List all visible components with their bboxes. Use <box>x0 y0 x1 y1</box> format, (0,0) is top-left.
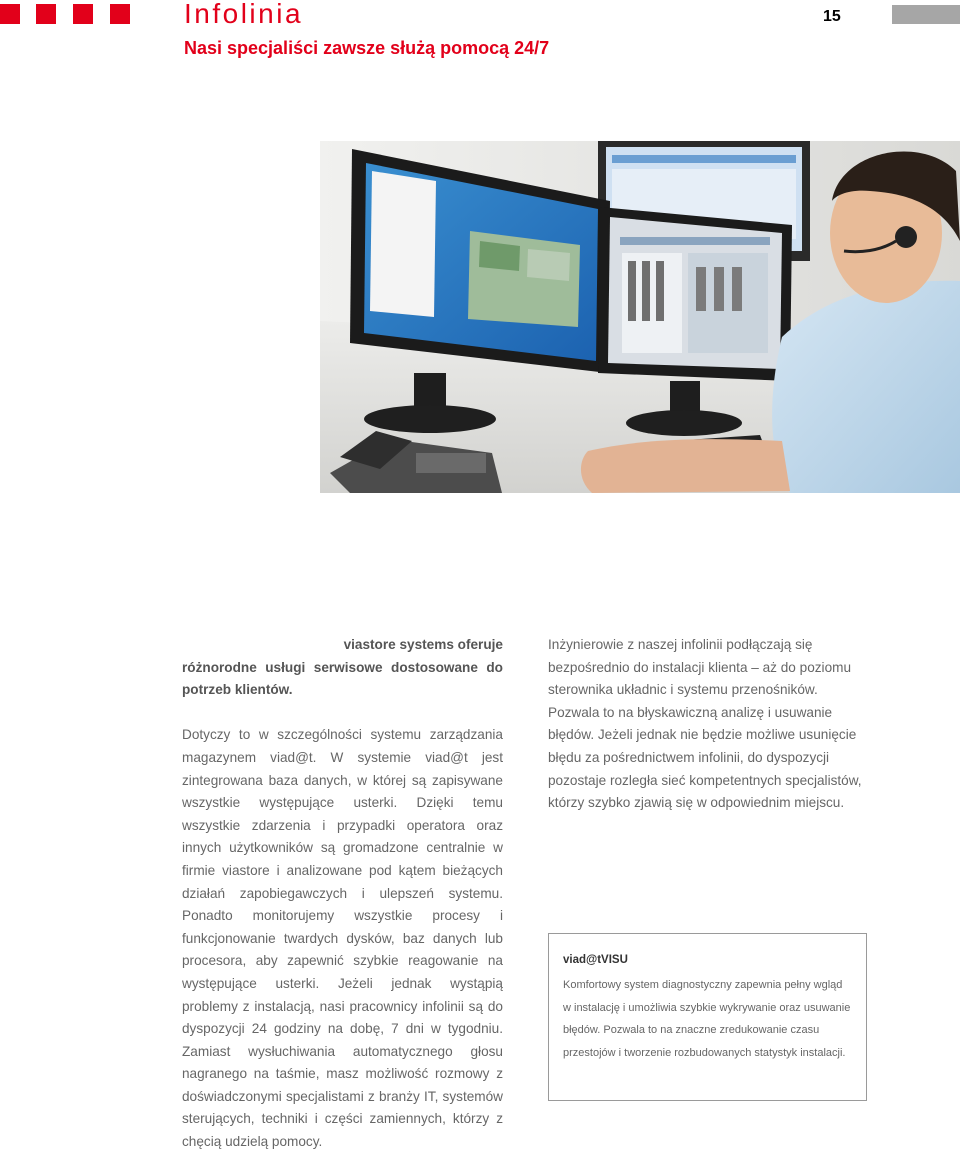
red-square-2 <box>36 4 56 24</box>
page-subtitle: Nasi specjaliści zawsze służą pomocą 24/7 <box>184 38 550 58</box>
page-number: 15 <box>823 8 841 25</box>
lead-line-1: viastore systems oferuje <box>343 637 503 652</box>
info-box-title: viad@tVISU <box>563 954 628 966</box>
info-box-text: Komfortowy system diagnostyczny zapewnia pełny wgląd w instalację i umożliwia szybkie wykrywanie oraz usuwanie błędów. Pozwala to na znaczne zredukowanie czasu przestojów i tworzenie rozbudowanych statystyk instalacji. <box>563 979 851 1059</box>
lead-line-rest: różnorodne usługi serwisowe dostosowane do potrzeb klientów. <box>182 659 503 698</box>
paragraph-gap <box>182 702 503 725</box>
red-square-4 <box>110 4 130 24</box>
red-square-1 <box>0 4 20 24</box>
lead-paragraph <box>182 634 503 702</box>
page-title: Infolinia <box>184 0 304 29</box>
left-text-column <box>182 634 503 1154</box>
left-body-paragraph: Dotyczy to w szczególności systemu zarządzania magazynem viad@t. W systemie viad@t jest zintegrowana baza danych, w której są zapisywane wszystkie występujące usterki. Dzięki temu wszystkie zdarzenia i przypadki operatora oraz innych użytkowników są gromadzone centralnie w firmie viastore i analizowane pod kątem bieżących działań zapobiegawczych i ulepszeń systemu. Ponadto monitorujemy wszystkie procesy i funkcjonowanie twardych dysków, baz danych lub procesora, aby zapewnić szybkie reagowanie na występujące usterki. Jeżeli jednak wystąpią problemy z instalacją, nasi pracownicy infolinii są do dyspozycji 24 godziny na dobę, 7 dni w tygodniu. Zamiast wysłuchiwania automatycznego głosu nagranego na taśmie, masz możliwość rozmowy z doświadczonymi specjalistami z branży IT, systemów sterujących, techniki i części zamiennych, którzy z chęcią udzielą pomocy. <box>182 727 503 1150</box>
hotline-operator-photo <box>320 141 960 493</box>
red-square-3 <box>73 4 93 24</box>
header-gray-bar <box>892 5 960 24</box>
right-text-column <box>548 634 870 815</box>
viadat-visu-info-box <box>548 933 867 1101</box>
right-body-paragraph: Inżynierowie z naszej infolinii podłączają się bezpośrednio do instalacji klienta – aż do poziomu sterownika układnic i systemu przenośników. Pozwala to na błyskawiczną analizę i usuwanie błędów. Jeżeli jednak nie będzie możliwe usunięcie błędu za pośrednictwem infolinii, do dyspozycji pozostaje rozległa sieć kompetentnych specjalistów, którzy szybko zjawią się w odpowiednim miejscu. <box>548 637 862 811</box>
